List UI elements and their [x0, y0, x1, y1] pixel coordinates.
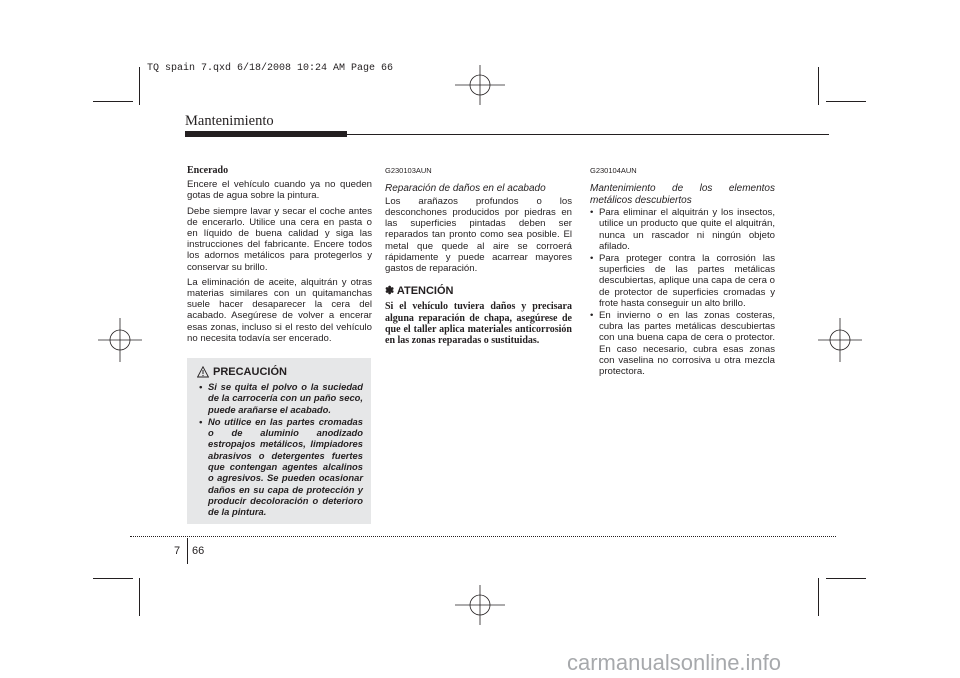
bright-metal-code: G230104AUN — [590, 166, 637, 175]
page-number: 66 — [192, 545, 205, 557]
caution-title: PRECAUCIÓN — [213, 366, 287, 378]
waxing-paragraph-1: Encere el vehículo cuando ya no queden gotas de agua sobre la pintura. — [187, 179, 372, 202]
caution-item: • Si se quita el polvo o la suciedad de la carrocería con un paño seco, puede arañarse el acabado. — [199, 381, 363, 415]
footer-divider — [187, 538, 188, 564]
bright-metal-item: • En invierno o en las zonas costeras, cubra las partes metálicas descubiertas con una buena capa de cera o protector. En caso necesario, cubra esas zonas con vaselina no corrosiva u otra mezcla protectora. — [590, 310, 775, 377]
column-paint-repair — [385, 165, 572, 347]
warning-triangle-icon — [197, 366, 209, 378]
header-rule-line — [347, 134, 829, 135]
note-title: ✽ ATENCIÓN — [385, 285, 454, 298]
bright-metal-item: • Para proteger contra la corrosión las superficies de las partes metálicas descubiertas, aplique una capa de cera o de protector de superficies cromadas y frote hasta conseguir un alto brillo. — [590, 253, 775, 309]
paint-repair-heading: Reparación de daños en el acabado — [385, 183, 546, 195]
registration-mark-right-icon — [815, 315, 865, 365]
section-title: Mantenimiento — [185, 113, 274, 129]
caution-box — [187, 358, 371, 524]
waxing-heading: Encerado — [187, 165, 229, 176]
bright-metal-item: • Para eliminar el alquitrán y los insectos, utilice un producto que quite el alquitrán, nunca un rascador ni ningún objeto afilado. — [590, 207, 775, 252]
column-bright-metal — [590, 165, 775, 378]
printer-slug: TQ spain 7.qxd 6/18/2008 10:24 AM Page 66 — [147, 63, 394, 74]
registration-mark-top-icon — [450, 60, 510, 110]
paint-repair-paragraph: Los arañazos profundos o los desconchones producidos por piedras en las superficies pintadas deben ser reparados tan pronto como sea posible. El metal que quede al aire se corroerá rápidamente y puede acarrear mayores gastos de reparación. — [385, 195, 572, 274]
caution-item: • No utilice en las partes cromadas o de aluminio anodizado estropajos metálicos, limpiadores abrasivos o detergentes fuertes que contengan agentes alcalinos o agresivos. Se pueden ocasionar daños en su capa de protección y producir decoloración o deterioro de la pintura. — [199, 416, 363, 518]
paint-repair-code: G230103AUN — [385, 166, 432, 175]
registration-mark-left-icon — [95, 315, 145, 365]
footer-dotted-rule — [130, 536, 836, 537]
caution-list — [199, 381, 363, 519]
watermark: carmanualsonline.info — [567, 650, 782, 675]
bright-metal-heading: Mantenimiento de los elementos metálicos descubiertos — [590, 183, 775, 206]
header-rule-bar — [185, 131, 347, 137]
chapter-number: 7 — [174, 545, 181, 557]
waxing-paragraph-2: Debe siempre lavar y secar el coche antes de encerarlo. Utilice una cera en pasta o en líquido de buena calidad y siga las instrucciones del fabricante. Encere todos los adornos metálicos para protegerlos y conservar su brillo. — [187, 205, 372, 273]
registration-mark-bottom-icon — [450, 580, 510, 630]
column-waxing — [187, 165, 372, 348]
note-body: Si el vehículo tuviera daños y precisara alguna reparación de chapa, asegúrese de que el taller aplica materiales anticorrosión en las zonas reparadas o sustituidas. — [385, 301, 572, 347]
bright-metal-list — [590, 207, 775, 377]
waxing-paragraph-3: La eliminación de aceite, alquitrán y otras materias similares con un quitamanchas suele hacer desaparecer la cera del acabado. Asegúrese de volver a encerar esas zonas, incluso si el resto del vehículo no necesita todavía ser encerado. — [187, 276, 372, 344]
